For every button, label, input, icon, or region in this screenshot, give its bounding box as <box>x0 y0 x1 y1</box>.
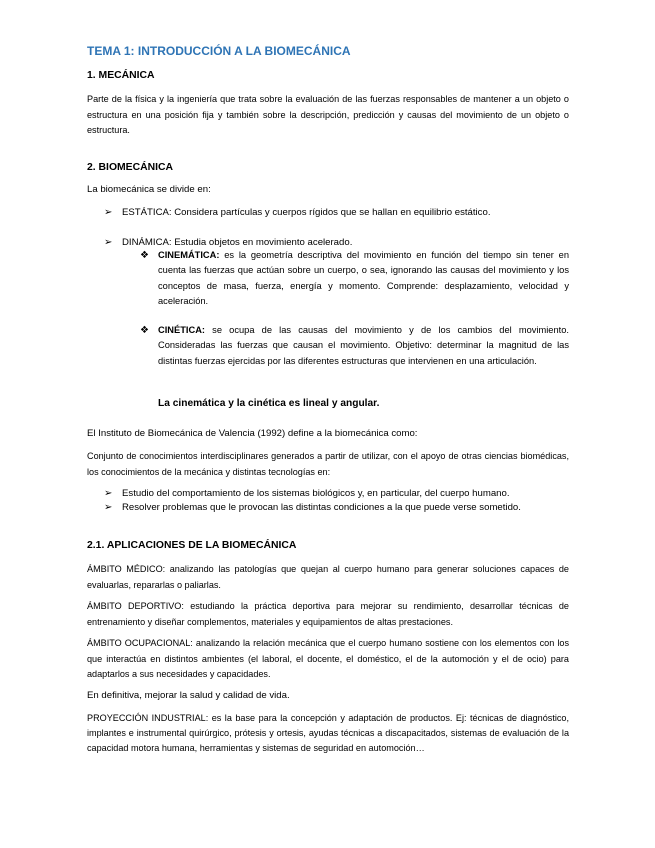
diamond-bullet-icon: ❖ <box>140 250 149 261</box>
cinematica-paragraph <box>158 248 569 309</box>
dinamica-item: DINÁMICA: Estudia objetos en movimiento acelerado. <box>122 237 353 248</box>
arrow-bullet-icon: ➢ <box>104 502 113 513</box>
biomecanica-intro: La biomecánica se divide en: <box>87 184 211 195</box>
ambito-deportivo: ÁMBITO DEPORTIVO: estudiando la práctica deportiva para mejorar su rendimiento, desarrollar técnicas de entrenamiento y diseñar complementos, materiales y equipamientos de altas prestaciones. <box>87 601 569 627</box>
proyeccion-industrial: PROYECCIÓN INDUSTRIAL: es la base para la concepción y adaptación de productos. Ej: técnicas de diagnóstico, implantes e instrumental quirúrgico, prótesis y ortesis, ayudas técnicas a discapacitados, sistemas de evaluación de la capacidad motora humana, herramientas y sistemas de seguridad en automoción… <box>87 713 569 753</box>
diamond-bullet-icon: ❖ <box>140 325 149 336</box>
cinetica-text: se ocupa de las causas del movimiento y de los cambios del movimiento. Consideradas las fuerzas que causan el movimiento. Objetivo: determinar la magnitud de las distintas fuerzas ejercidas por las diferentes estructuras que intervienen en una articulación. <box>158 325 569 366</box>
definition-item-2: Resolver problemas que le provocan las distintas condiciones a la que puede verse sometido. <box>122 502 521 513</box>
arrow-bullet-icon: ➢ <box>104 237 113 248</box>
definition-item-1: Estudio del comportamiento de los sistemas biológicos y, en particular, del cuerpo humano. <box>122 488 510 499</box>
ambito-medico: ÁMBITO MÉDICO: analizando las patologías que quejan al cuerpo humano para generar soluciones capaces de evaluarlas, repararlas o paliarlas. <box>87 564 569 590</box>
estatica-item: ESTÁTICA: Considera partículas y cuerpos rígidos que se hallan en equilibrio estático. <box>122 207 491 218</box>
cinematica-text: es la geometría descriptiva del movimiento en función del tiempo sin tener en cuenta las fuerzas que actúan sobre un cuerpo, o sea, ignorando las causas del movimiento y los conceptos de masa, fuerza, energía y momento. Comprende: desplazamiento, velocidad y aceleración. <box>158 250 569 306</box>
page-title: TEMA 1: INTRODUCCIÓN A LA BIOMECÁNICA <box>87 44 351 58</box>
conclusion-line: En definitiva, mejorar la salud y calidad de vida. <box>87 690 290 701</box>
heading-mecanica: 1. MECÁNICA <box>87 70 155 81</box>
heading-biomecanica: 2. BIOMECÁNICA <box>87 162 174 173</box>
cinematica-label: CINEMÁTICA: <box>158 250 220 260</box>
mecanica-paragraph: Parte de la física y la ingeniería que trata sobre la evaluación de las fuerzas responsables de mantener a un objeto o estructura en una posición fija y también sobre la descripción, predicción y causas del movimiento de un objeto o estructura. <box>87 94 569 135</box>
heading-aplicaciones: 2.1. APLICACIONES DE LA BIOMECÁNICA <box>87 540 297 551</box>
cinematica-summary: La cinemática y la cinética es lineal y angular. <box>158 398 380 409</box>
cinetica-label: CINÉTICA: <box>158 325 205 335</box>
cinetica-paragraph <box>158 323 569 369</box>
ambito-ocupacional: ÁMBITO OCUPACIONAL: analizando la relación mecánica que el cuerpo humano sostiene con los elementos con los que interactúa en distintos ambientes (el laboral, el docente, el doméstico, el de la automoción y el de ocio) para adaptarlos a sus necesidades y capacidades. <box>87 638 569 679</box>
ibv-line: El Instituto de Biomecánica de Valencia (1992) define a la biomecánica como: <box>87 428 418 439</box>
arrow-bullet-icon: ➢ <box>104 488 113 499</box>
definition-paragraph: Conjunto de conocimientos interdisciplinares generados a partir de utilizar, con el apoyo de otras ciencias biomédicas, los conocimientos de la mecánica y distintas tecnologías en: <box>87 451 569 477</box>
arrow-bullet-icon: ➢ <box>104 207 113 218</box>
